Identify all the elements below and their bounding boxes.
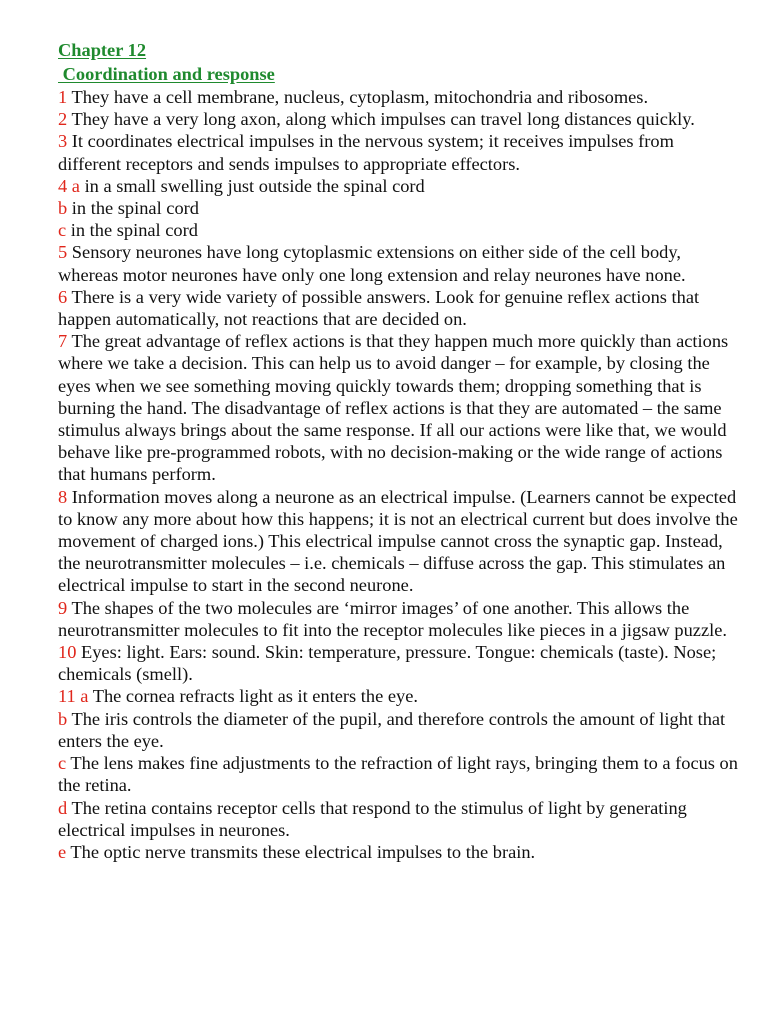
answer-number: b (58, 708, 68, 729)
answer-number: b (58, 198, 68, 219)
answer-text: The great advantage of reflex actions is that they happen much more quickly than actions where we take a decision. This can help us to avoid danger – for example, by closing the eyes when we see something moving quickly towards them; dropping something that is burning the hand. The disadvantage of reflex actions is that they are automated – the same stimulus always brings about the same response. If all our actions were like that, we would behave like pre-programmed robots, with no decision-making or the wide range of actions that humans perform. (58, 331, 729, 485)
answer-text: Sensory neurones have long cytoplasmic extensions on either side of the cell body, whereas motor neurones have only one long extension and relay neurones have none. (58, 242, 686, 285)
answer-item (58, 708, 738, 752)
answer-text: The shapes of the two molecules are ‘mirror images’ of one another. This allows the neurotransmitter molecules to fit into the receptor molecules like pieces in a jigsaw puzzle. (58, 597, 727, 640)
answer-number: 1 (58, 87, 68, 107)
document-page (58, 38, 738, 863)
answer-text: The cornea refracts light as it enters the eye. (88, 686, 418, 707)
answer-number: 6 (58, 286, 68, 307)
answer-item (58, 108, 738, 130)
answer-number: 7 (58, 331, 68, 352)
answer-text: The retina contains receptor cells that respond to the stimulus of light by generating electrical impulses in neurones. (58, 797, 687, 840)
answer-number: 9 (58, 597, 68, 618)
answer-number: 4 a (58, 175, 80, 196)
answer-item (58, 286, 738, 330)
answer-item (58, 241, 738, 285)
answer-item (58, 130, 738, 174)
answer-text: They have a cell membrane, nucleus, cytoplasm, mitochondria and ribosomes. (67, 87, 649, 107)
answer-text: The iris controls the diameter of the pupil, and therefore controls the amount of light that enters the eye. (58, 708, 726, 751)
answer-item (58, 797, 738, 841)
answer-text: Information moves along a neurone as an electrical impulse. (Learners cannot be expected to know any more about how this happens; it is not an electrical current but does involve the movement of charged ions.) This electrical impulse cannot cross the synaptic gap. Instead, the neurotransmitter molecules – i.e. chemicals – diffuse across the gap. This stimulates an electrical impulse to start in the second neurone. (58, 486, 738, 596)
section-title: Coordination and response (58, 64, 275, 84)
answer-item (58, 752, 738, 796)
answer-text: They have a very long axon, along which impulses can travel long distances quickly. (67, 109, 695, 130)
answer-number: d (58, 797, 68, 818)
answer-item (58, 330, 738, 485)
answer-item (58, 175, 738, 197)
answer-text: in a small swelling just outside the spinal cord (79, 175, 425, 196)
answer-text: Eyes: light. Ears: sound. Skin: temperature, pressure. Tongue: chemicals (taste). Nose; chemicals (smell). (58, 642, 717, 685)
answer-text: in the spinal cord (67, 198, 199, 219)
answer-text: The optic nerve transmits these electrical impulses to the brain. (66, 841, 536, 862)
answer-number: 5 (58, 242, 68, 263)
answer-text: There is a very wide variety of possible answers. Look for genuine reflex actions that happen automatically, not reactions that are decided on. (58, 286, 700, 330)
answer-number: 2 (58, 109, 68, 130)
answer-item (58, 641, 738, 685)
answer-text: in the spinal cord (66, 220, 198, 241)
answer-item (58, 597, 738, 641)
answer-number: 8 (58, 486, 68, 507)
answer-text: It coordinates electrical impulses in the nervous system; it receives impulses from different receptors and sends impulses to appropriate effectors. (58, 131, 674, 174)
answer-number: e (58, 841, 67, 862)
answer-number: c (58, 753, 67, 774)
answer-number: 10 (58, 642, 77, 663)
answer-number: c (58, 220, 67, 241)
answer-item (58, 486, 738, 597)
answer-item (58, 197, 738, 219)
answer-item (58, 841, 738, 863)
answer-number: 3 (58, 131, 68, 152)
answer-number: 11 a (58, 686, 89, 707)
answer-text: The lens makes fine adjustments to the refraction of light rays, bringing them to a focus on the retina. (58, 753, 738, 796)
answer-item (58, 219, 738, 241)
answer-item (58, 86, 738, 108)
answer-item (58, 685, 738, 707)
chapter-heading: Chapter 12 (58, 40, 147, 60)
